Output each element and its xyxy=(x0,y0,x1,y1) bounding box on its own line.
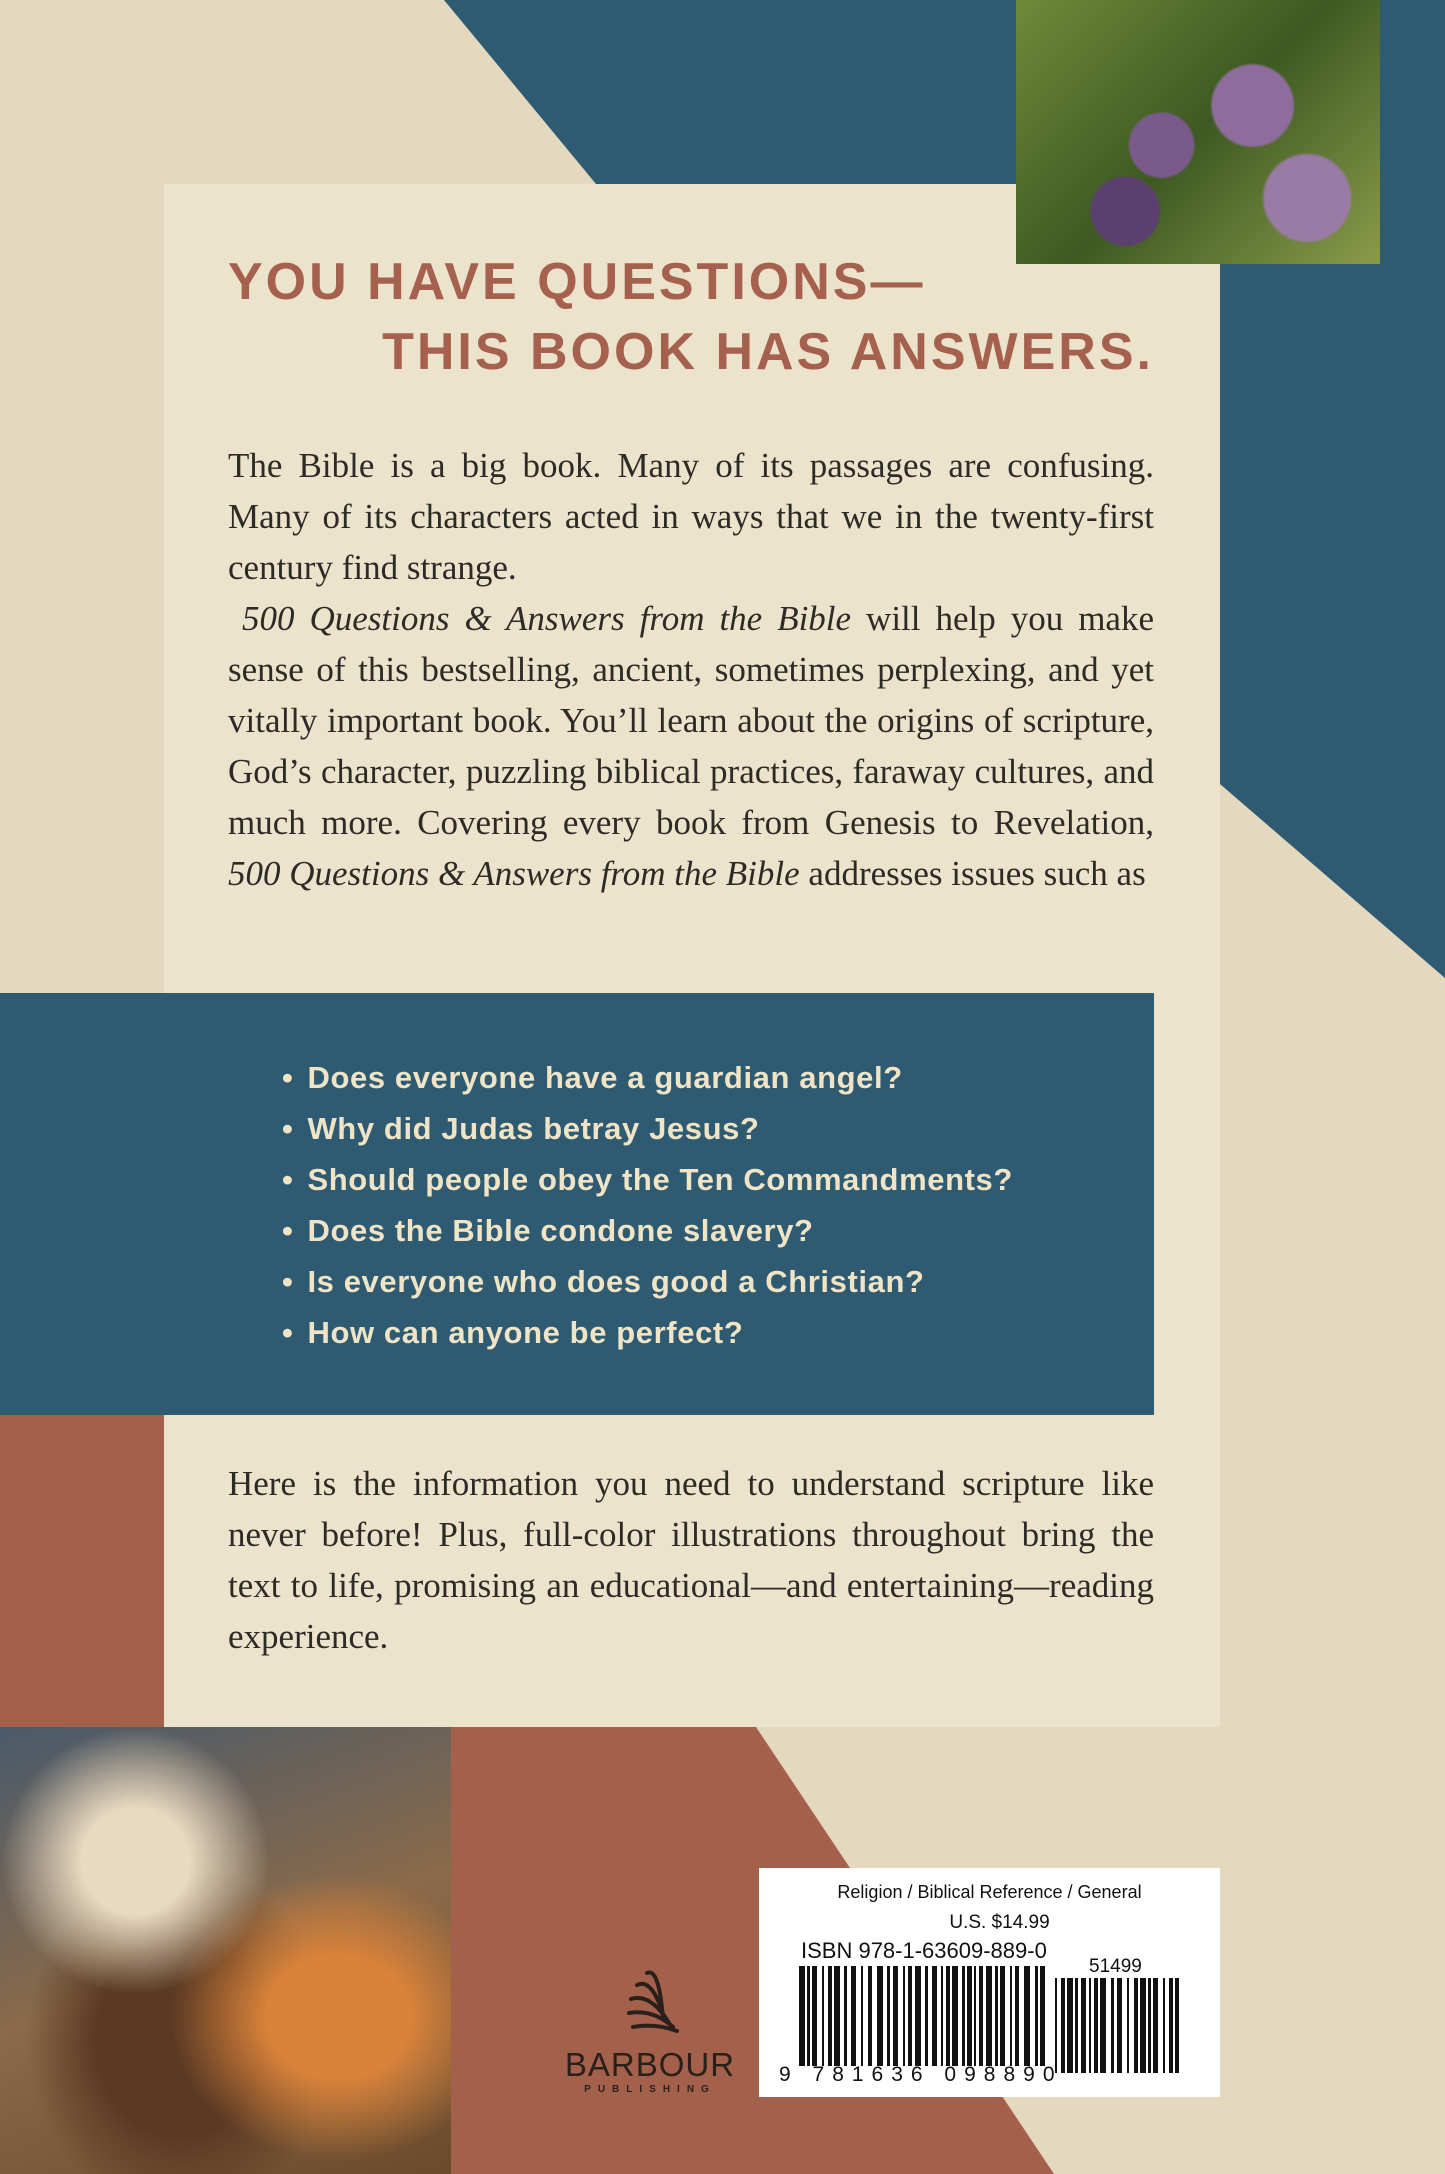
barcode-bar xyxy=(946,1966,950,2066)
questions-list xyxy=(284,1052,1013,1358)
barcode-bar xyxy=(1015,1966,1019,2066)
price-addon-code: 51499 xyxy=(1089,1956,1142,1977)
barcode-bar xyxy=(925,1966,928,2066)
book-title: 500 Questions & Answers from the Bible xyxy=(242,599,852,638)
barcode-bar xyxy=(812,1966,817,2066)
paragraph-text: addresses issues such as xyxy=(799,854,1146,893)
barcode-bar xyxy=(887,1966,890,2066)
barcode-bar xyxy=(962,1966,965,2066)
barcode-bar xyxy=(822,1966,824,2066)
barcode-bar xyxy=(1117,1978,1122,2073)
barcode-bar xyxy=(1094,1978,1098,2073)
isbn: ISBN 978-1-63609-889-0 xyxy=(801,1938,1047,1963)
question-item: • Why did Judas betray Jesus? xyxy=(284,1103,1013,1154)
barcode-bar xyxy=(979,1966,983,2066)
barcode-bar xyxy=(851,1966,856,2066)
barcode-bar xyxy=(1000,1966,1005,2066)
rust-side-block xyxy=(0,1415,164,1727)
publisher-sub: PUBLISHING xyxy=(584,2084,716,2095)
barcode-bar xyxy=(903,1966,905,2066)
barcode-bar xyxy=(1175,1978,1179,2073)
barcode-bar xyxy=(1010,1966,1012,2066)
barcode-bar xyxy=(1055,1978,1057,2073)
barcode-bar xyxy=(915,1966,921,2066)
intro-paragraph-2 xyxy=(228,593,1154,899)
barcode-bar xyxy=(995,1966,998,2066)
book-pages-icon xyxy=(615,1965,685,2035)
barcode-bar xyxy=(952,1966,958,2066)
barcode-bar xyxy=(1035,1966,1038,2066)
closing-paragraph: Here is the information you need to understand scripture like never before! Plus, full-color illustrations throughout bring the text to life, promising an educational—and entertaining—reading experience. xyxy=(228,1464,1154,1656)
question-item: • Is everyone who does good a Christian? xyxy=(284,1256,1013,1307)
question-item: • Does everyone have a guardian angel? xyxy=(284,1052,1013,1103)
publisher-logo xyxy=(560,1965,740,2095)
barcode-bar xyxy=(941,1966,943,2066)
barcode-bar xyxy=(861,1966,863,2066)
category: Religion / Biblical Reference / General xyxy=(837,1882,1142,1902)
barcode-bar xyxy=(1100,1978,1106,2073)
barcode-bar xyxy=(893,1966,898,2066)
barcode-bar xyxy=(967,1966,972,2066)
barcode-bar xyxy=(868,1966,872,2066)
paragraph-text: will help you make sense of this bestselling, ancient, sometimes perplexing, and yet vitally important book. You’ll learn about the origins of scripture, God’s character, puzzling biblical practices, faraway cultures, and much more. Covering every book from Genesis to Revelation, xyxy=(228,599,1154,842)
barcode-bar xyxy=(908,1966,912,2066)
barcode-bar xyxy=(828,1966,832,2066)
headline-line-1: YOU HAVE QUESTIONS— xyxy=(228,253,926,311)
intro-paragraph-1: The Bible is a big book. Many of its passages are confusing. Many of its characters acted in ways that we in the twenty-first century find strange. xyxy=(228,446,1154,587)
barcode-bar xyxy=(1169,1978,1173,2073)
barcode-bar xyxy=(932,1966,937,2066)
barcode-bar xyxy=(807,1966,810,2066)
grapes-photo xyxy=(1016,0,1380,264)
publisher-name: BARBOUR xyxy=(564,2046,736,2083)
barcode-bar xyxy=(1163,1978,1165,2073)
question-item: • Does the Bible condone slavery? xyxy=(284,1205,1013,1256)
isbn-barcode xyxy=(799,1966,1047,2066)
barcode-bar xyxy=(877,1966,883,2066)
headline-line-2: THIS BOOK HAS ANSWERS. xyxy=(382,323,1154,381)
barcode-bar xyxy=(1089,1978,1091,2073)
barcode-bar xyxy=(844,1966,847,2066)
barcode-bar xyxy=(1040,1966,1045,2066)
prophet-painting xyxy=(0,1727,451,2174)
book-title: 500 Questions & Answers from the Bible xyxy=(228,854,800,893)
question-item: • How can anyone be perfect? xyxy=(284,1307,1013,1358)
barcode-bar xyxy=(799,1966,805,2066)
barcode-bar xyxy=(1111,1978,1114,2073)
barcode-label xyxy=(759,1868,1220,2097)
barcode-bar xyxy=(1081,1978,1086,2073)
barcode-bar xyxy=(1024,1966,1030,2066)
barcode-bar xyxy=(1075,1978,1078,2073)
barcode-bar xyxy=(1153,1978,1158,2073)
barcode-bar xyxy=(1067,1978,1073,2073)
question-item: • Should people obey the Ten Commandments? xyxy=(284,1154,1013,1205)
barcode-bar xyxy=(1148,1978,1151,2073)
barcode-bar xyxy=(1127,1978,1129,2073)
barcode-bar xyxy=(1140,1978,1146,2073)
barcode-bar xyxy=(834,1966,840,2066)
barcode-bar xyxy=(1061,1978,1065,2073)
barcode-bar xyxy=(974,1966,976,2066)
price: U.S. $14.99 xyxy=(949,1912,1050,1933)
addon-barcode xyxy=(1055,1978,1179,2073)
barcode-digits: 9 781636 098890 xyxy=(779,2063,1063,2086)
barcode-bar xyxy=(1134,1978,1138,2073)
barcode-bar xyxy=(986,1966,992,2066)
